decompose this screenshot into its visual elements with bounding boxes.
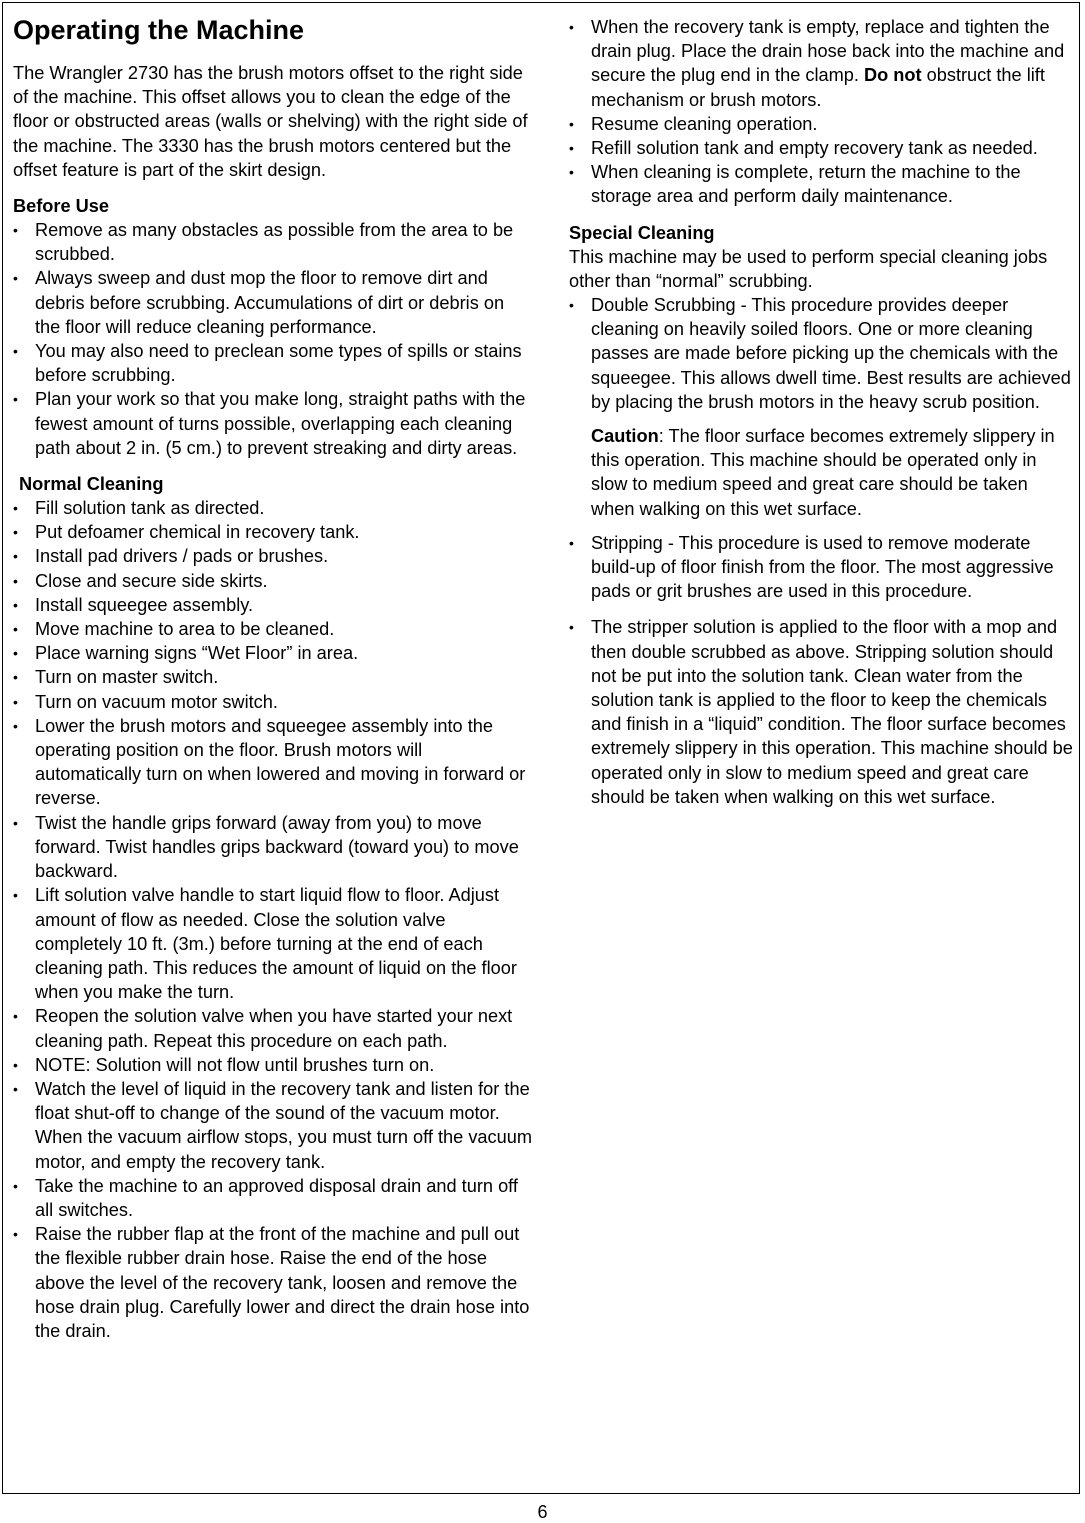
bullet-icon: • <box>13 717 18 734</box>
page-number: 6 <box>537 1502 548 1522</box>
list-item: • Double Scrubbing - This procedure provides deeper cleaning on heavily soiled floors. One or more cleaning passes are made before picking up the chemicals with the squeegee. This allows dwell time. Best results are achieved by placing the brush motors in the heavy scrub position. <box>569 295 1071 412</box>
bullet-icon: • <box>13 1008 18 1025</box>
bullet-icon: • <box>13 1177 18 1194</box>
list-item: • Close and secure side skirts. <box>13 569 533 593</box>
emphasis-text: Do not <box>863 65 922 86</box>
bullet-icon: • <box>13 500 18 517</box>
list-item: • Lift solution valve handle to start liquid flow to floor. Adjust amount of flow as needed. Close the solution valve completely 10 ft. (3m.) before turning at the end of each cleaning path. This reduces the amount of liquid on the floor when you make the turn. <box>13 885 517 1003</box>
special-cleaning-list <box>569 293 1075 414</box>
bullet-icon: • <box>569 19 574 35</box>
left-column <box>13 13 533 1343</box>
bullet-icon: • <box>13 693 18 710</box>
list-item: • Refill solution tank and empty recovery tank as needed. <box>569 136 1075 160</box>
list-item: • Plan your work so that you make long, straight paths with the fewest amount of turns possible, overlapping each cleaning path about 2 in. (5 cm.) to prevent streaking and dirty areas. <box>13 389 526 458</box>
list-item: • Stripping - This procedure is used to remove moderate build-up of floor finish from the floor. The most aggressive pads or grit brushes are used in this procedure. <box>569 532 1054 602</box>
caution-note: Caution: The floor surface becomes extremely slippery in this operation. This machine should be operated only in slow to medium speed and great care should be taken when walking on this wet surface. <box>591 426 1055 519</box>
list-item: • Resume cleaning operation. <box>569 112 1075 136</box>
list-item: • Move machine to area to be cleaned. <box>13 617 533 641</box>
bullet-icon: • <box>13 1056 18 1073</box>
bullet-icon: • <box>569 534 574 551</box>
stripping-list <box>569 531 1075 809</box>
bullet-icon: • <box>569 115 574 132</box>
bullet-icon: • <box>13 596 18 613</box>
bullet-icon: • <box>13 1080 18 1097</box>
before-use-list <box>13 218 533 460</box>
continued-list <box>569 15 1075 209</box>
list-item: • When cleaning is complete, return the machine to the storage area and perform daily maintenance. <box>569 162 1021 207</box>
caution-label: Caution <box>591 426 659 447</box>
list-item: • Always sweep and dust mop the floor to remove dirt and debris before scrubbing. Accumulations of dirt or debris on the floor will reduce cleaning performance. <box>13 268 505 337</box>
special-cleaning-intro: This machine may be used to perform special cleaning jobs other than “normal” scrubbing. <box>569 246 1048 291</box>
intro-paragraph: The Wrangler 2730 has the brush motors offset to the right side of the machine. This offset allows you to clean the edge of the floor or obstructed areas (walls or shelving) with the right side of the machine. The 3330 has the brush motors centered but the offset feature is part of the skirt design. <box>13 63 528 180</box>
list-item: • Turn on master switch. <box>13 665 533 689</box>
bullet-icon: • <box>13 270 18 287</box>
list-item: • You may also need to preclean some types of spills or stains before scrubbing. <box>13 341 522 386</box>
page-title: Operating the Machine <box>13 15 305 45</box>
bullet-icon: • <box>13 1226 18 1243</box>
bullet-icon: • <box>569 164 574 181</box>
list-item: • When the recovery tank is empty, replace and tighten the drain plug. Place the drain hose back into the machine and secure the plug end in the clamp. Do not obstruct the lift mechanism or brush motors. <box>569 17 1065 110</box>
list-item: • Lower the brush motors and squeegee assembly into the operating position on the floor. Brush motors will automatically turn on when lowered and moving in forward or reverse. <box>13 715 526 809</box>
list-item: • Take the machine to an approved disposal drain and turn off all switches. <box>13 1175 518 1220</box>
bullet-icon: • <box>569 140 574 157</box>
bullet-icon: • <box>569 619 574 636</box>
list-item: • Reopen the solution valve when you have started your next cleaning path. Repeat this procedure on each path. <box>13 1006 513 1051</box>
list-item: • Turn on vacuum motor switch. <box>13 690 533 714</box>
list-item: • Place warning signs “Wet Floor” in area. <box>13 641 533 665</box>
bullet-icon: • <box>13 669 18 686</box>
list-item: • Watch the level of liquid in the recovery tank and listen for the float shut-off to change of the sound of the vacuum motor. When the vacuum airflow stops, you must turn off the vacuum motor, and empty the recovery tank. <box>13 1078 533 1172</box>
before-use-heading: Before Use <box>13 196 110 217</box>
list-item: • Twist the handle grips forward (away from you) to move forward. Twist handles grips backward (toward you) to move backward. <box>13 812 519 882</box>
list-item: • Install pad drivers / pads or brushes. <box>13 544 533 568</box>
list-item: • Remove as many obstacles as possible from the area to be scrubbed. <box>13 220 514 265</box>
bullet-icon: • <box>13 548 18 565</box>
normal-cleaning-heading: Normal Cleaning <box>19 474 164 495</box>
bullet-icon: • <box>13 887 18 904</box>
list-item: • NOTE: Solution will not flow until brushes turn on. <box>13 1053 533 1077</box>
bullet-icon: • <box>13 645 18 662</box>
normal-cleaning-list <box>13 496 533 1343</box>
list-item: • Put defoamer chemical in recovery tank. <box>13 520 533 544</box>
bullet-icon: • <box>13 572 18 589</box>
bullet-icon: • <box>13 524 18 541</box>
bullet-icon: • <box>13 343 18 360</box>
bullet-icon: • <box>13 621 18 638</box>
bullet-icon: • <box>569 297 574 314</box>
bullet-icon: • <box>13 814 18 831</box>
special-cleaning-heading: Special Cleaning <box>569 222 715 243</box>
bullet-icon: • <box>13 391 18 408</box>
list-item: • The stripper solution is applied to the floor with a mop and then double scrubbed as above. Stripping solution should not be put into the solution tank. Clean water from the solution tank is applied to the floor to keep the chemicals and finish in a “liquid” condition. The floor surface becomes extremely slippery in this operation. This machine should be operated only in slow to medium speed and great care should be taken when walking on this wet surface. <box>569 617 1073 807</box>
list-item: • Fill solution tank as directed. <box>13 496 533 520</box>
list-item: • Install squeegee assembly. <box>13 593 533 617</box>
list-item: • Raise the rubber flap at the front of the machine and pull out the flexible rubber drain hose. Raise the end of the hose above the level of the recovery tank, loosen and remove the hose drain plug. Carefully lower and direct the drain hose into the drain. <box>13 1224 530 1341</box>
page-frame <box>2 2 1080 1494</box>
bullet-icon: • <box>13 222 18 239</box>
right-column <box>569 15 1075 809</box>
